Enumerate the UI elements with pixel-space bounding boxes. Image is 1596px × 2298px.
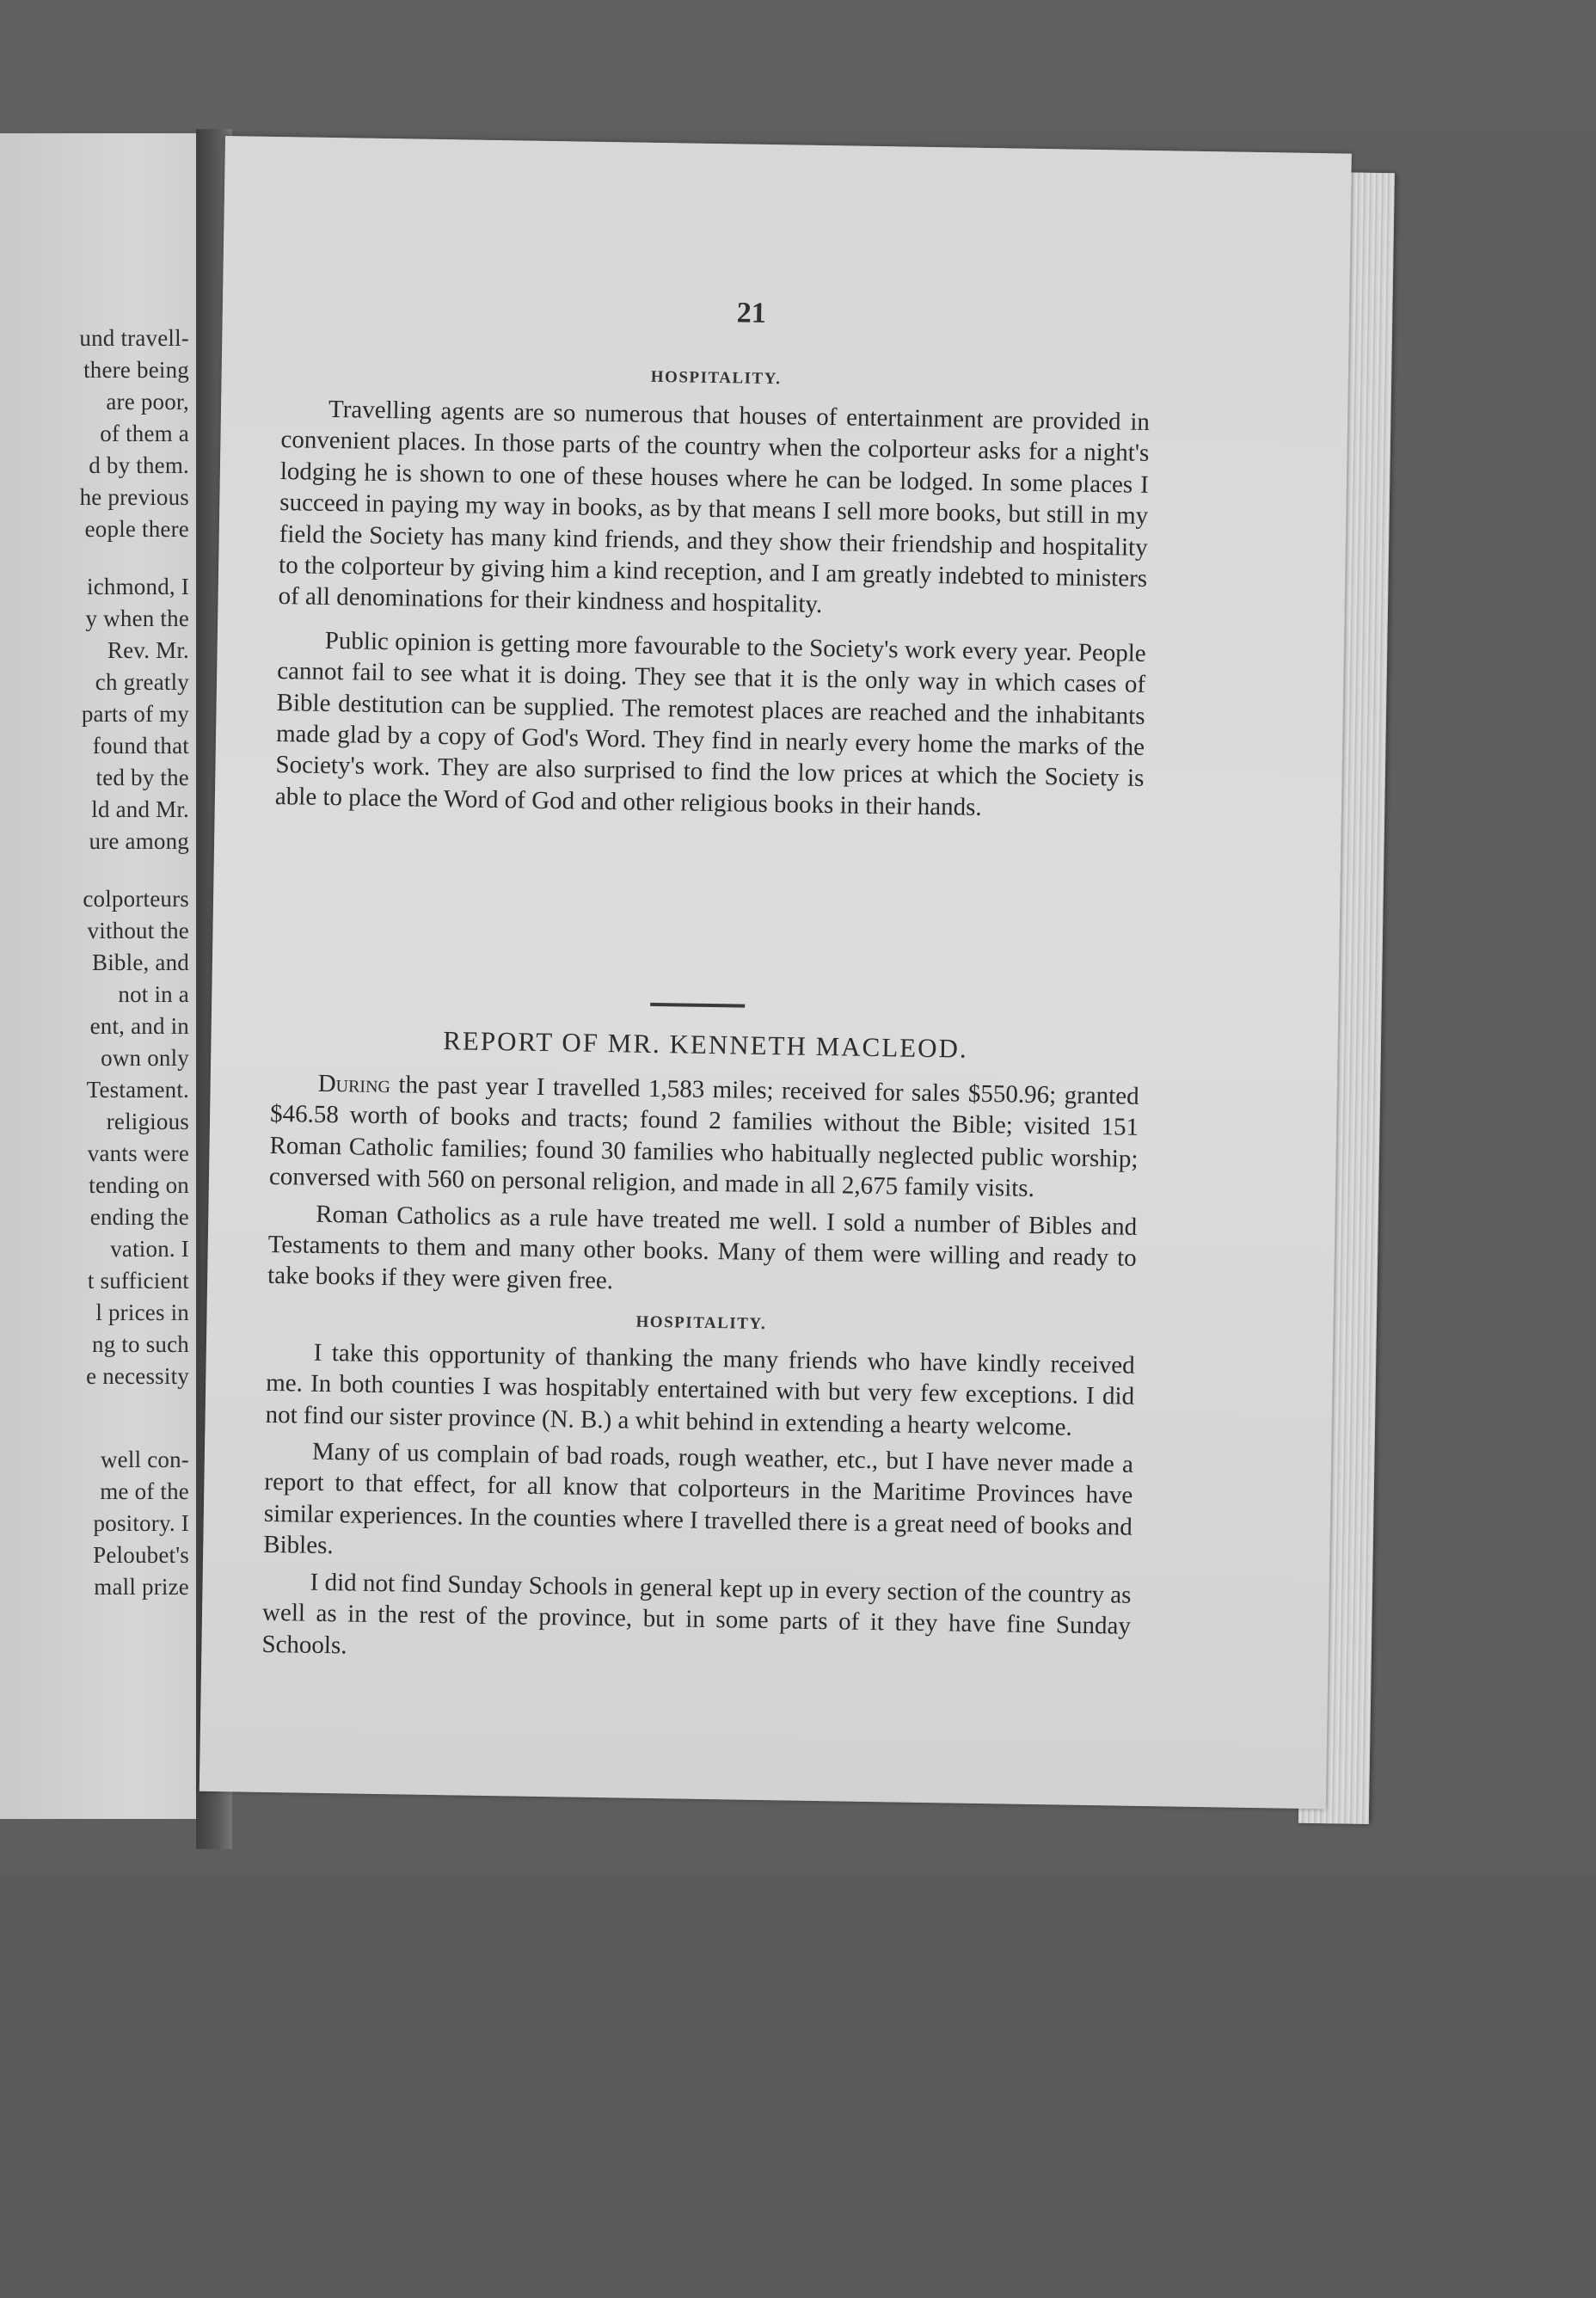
macleod-report bbox=[261, 1023, 1140, 1674]
left-page-line: he previous bbox=[79, 484, 189, 510]
section-divider bbox=[650, 1003, 745, 1008]
line-gap bbox=[0, 857, 189, 883]
line-gap bbox=[0, 1392, 189, 1418]
left-page-line: are poor, bbox=[106, 389, 189, 415]
hospitality-section-1 bbox=[275, 362, 1151, 826]
left-page-line: pository. I bbox=[93, 1510, 189, 1536]
left-page-line: religious bbox=[106, 1109, 189, 1134]
left-page-text bbox=[0, 323, 189, 1603]
left-page-line: y when the bbox=[85, 605, 189, 631]
left-page-line: ending the bbox=[89, 1204, 189, 1230]
left-page-line: mall prize bbox=[94, 1574, 189, 1600]
left-page-line: e necessity bbox=[86, 1363, 189, 1389]
left-page-line: vithout the bbox=[87, 918, 189, 943]
section-heading-2: HOSPITALITY. bbox=[635, 1312, 767, 1333]
left-page-line: Rev. Mr. bbox=[107, 637, 189, 663]
left-page-line: parts of my bbox=[81, 701, 189, 727]
left-page bbox=[0, 133, 196, 1819]
left-page-line: d by them. bbox=[89, 452, 189, 478]
paragraph-report-summary-text: the past year I travelled 1,583 miles; received for sales $550.96; granted $46.58 worth of books and tracts; found 2 families without the Bible; visited 151 Roman Catholic families; found 30 families who habitually neglected public worship; conversed with 560 on personal religion, and made in all 2,675 family visits. bbox=[268, 1071, 1139, 1203]
paragraph-report-summary bbox=[269, 1067, 1139, 1206]
left-page-line: ure among bbox=[89, 828, 189, 854]
left-page-line: not in a bbox=[118, 981, 189, 1007]
film-border-top bbox=[0, 0, 1596, 129]
left-page-line: of them a bbox=[100, 421, 189, 446]
left-page-line: own only bbox=[101, 1045, 189, 1071]
left-page-line: ng to such bbox=[92, 1331, 189, 1357]
right-page bbox=[200, 136, 1352, 1809]
left-page-line: Peloubet's bbox=[93, 1542, 189, 1568]
left-page-line: ichmond, I bbox=[87, 574, 189, 599]
section-heading: HOSPITALITY. bbox=[650, 367, 782, 389]
left-page-line: me of the bbox=[100, 1478, 189, 1504]
left-page-line: und travell- bbox=[79, 325, 189, 351]
left-page-line: ted by the bbox=[95, 765, 189, 790]
paragraph-sunday-schools: I did not find Sunday Schools in general kept up in every section of the country as well as in the rest of the province, but in some parts of it they have fine Sunday Schools. bbox=[261, 1568, 1132, 1659]
left-page-line: Testament. bbox=[86, 1077, 189, 1103]
left-page-line: vation. I bbox=[110, 1236, 189, 1262]
left-page-line: there being bbox=[83, 357, 189, 383]
left-page-line: found that bbox=[92, 733, 189, 759]
left-page-line: vants were bbox=[87, 1140, 189, 1166]
film-border-bottom bbox=[0, 1875, 1596, 2298]
left-page-line: ch greatly bbox=[95, 669, 189, 695]
line-gap bbox=[0, 1418, 189, 1444]
paragraph-travelling-agents: Travelling agents are so numerous that houses of entertainment are provided in convenient places. In those parts of the country when the colporteur asks for a night's lodging he is shown to one of these houses where he can be lodged. In some places I succeed in paying my way in books, as by that means I sell more books, but still in my field the Society has many kind friends, and they show their friendship and hospitality to the colporteur by giving him a kind reception, and I am greatly indebted to ministers of all denominations for their kindness and hospitality. bbox=[278, 395, 1151, 619]
drop-lead-word: During bbox=[317, 1069, 391, 1099]
left-page-line: t sufficient bbox=[87, 1268, 189, 1293]
line-gap bbox=[0, 545, 189, 571]
left-page-line: well con- bbox=[100, 1447, 189, 1472]
left-page-line: ent, and in bbox=[89, 1013, 189, 1039]
left-page-line: colporteurs bbox=[83, 886, 189, 912]
paragraph-thanks: I take this opportunity of thanking the many friends who have kindly received me. In both counties I was hospitably entertained with but very few exceptions. I did not find our sister province (N. B.) a whit behind in extending a hearty welcome. bbox=[265, 1338, 1135, 1441]
paragraph-bad-roads: Many of us complain of bad roads, rough weather, etc., but I have never made a report to that effect, for all know that colporteurs in the Maritime Provinces have similar experiences. In the counties where I travelled there is a great need of books and Bibles. bbox=[263, 1437, 1134, 1560]
left-page-line: ld and Mr. bbox=[91, 796, 189, 822]
left-page-line: l prices in bbox=[95, 1300, 189, 1325]
paragraph-roman-catholics: Roman Catholics as a rule have treated me well. I sold a number of Bibles and Testaments to them and many other books. Many of them were willing and ready to take books if they were given free. bbox=[267, 1200, 1138, 1295]
left-page-line: tending on bbox=[89, 1172, 189, 1198]
page-number: 21 bbox=[736, 297, 767, 329]
left-page-line: eople there bbox=[84, 516, 189, 542]
report-title: REPORT OF MR. KENNETH MACLEOD. bbox=[443, 1025, 968, 1064]
paragraph-public-opinion: Public opinion is getting more favourable to the Society's work every year. People cannot fail to see what it is doing. They see that it is the only way in which cases of Bible destitution can be supplied. The remotest places are reached and the inhabitants made glad by a copy of God's Word. They find in nearly every home the marks of the Society's work. They are also surprised to find the low prices at which the Society is able to place the Word of God and other religious books in their hands. bbox=[274, 626, 1146, 821]
left-page-line: Bible, and bbox=[92, 949, 189, 975]
